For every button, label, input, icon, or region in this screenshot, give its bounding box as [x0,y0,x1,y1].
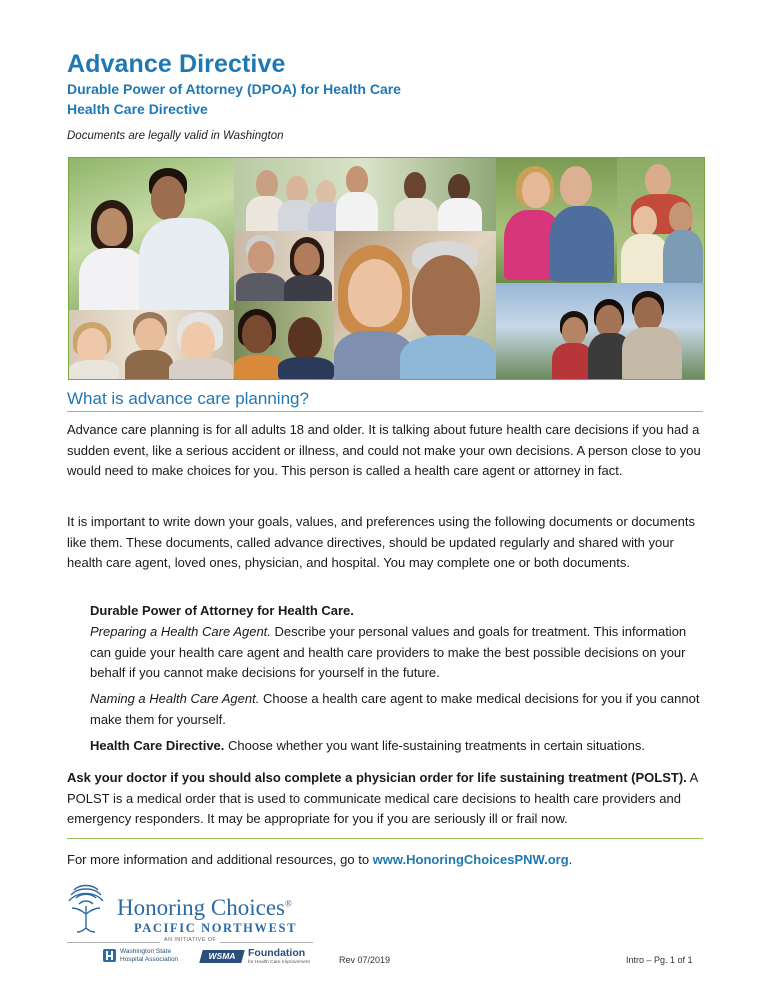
document-subtitle-hcd: Health Care Directive [67,101,208,117]
photo-older-women [69,310,234,379]
initiative-label: AN INITIATIVE OF [160,937,220,943]
preparing-agent-item [90,622,702,684]
logo-name-text: Honoring Choices [117,895,286,920]
paragraph-intro: Advance care planning is for all adults 18 and older. It is talking about future health care decisions if you had a sudden event, like a serious accident or illness, and could not make your own decisions. A person close to you would need to make choices for you. This person is called a health care agent or attorney in fact. [67,422,701,478]
photo-couple-bikes [496,158,617,283]
section-heading: What is advance care planning? [67,389,309,408]
foundation-name: Foundation [248,947,306,959]
section-divider [67,411,703,412]
wsha-line2: Hospital Association [120,955,179,963]
photo-smiling-couple [334,231,496,379]
page-number: Intro – Pg. 1 of 1 [626,955,693,965]
photo-group-elders [234,158,496,231]
footer-divider [67,838,703,839]
document-subtitle-dpoa: Durable Power of Attorney (DPOA) for Health Care [67,81,401,97]
wsma-logo-text: WSMA [208,951,236,961]
photo-smiling-pair [234,301,334,379]
honoring-choices-tree-icon [66,882,106,934]
polst-paragraph [67,768,703,830]
health-care-directive-item [90,736,702,757]
preparing-agent-text: Describe your personal values and goals for treatment. This information can guide your health care agent and health care providers to make the best possible decisions on your behalf if you cannot make decisions for yourself in the future. [90,624,687,680]
wsha-line1: Washington State [120,948,172,955]
photo-family-outdoors [617,158,704,283]
more-info-end: . [568,852,573,867]
polst-text: A POLST is a medical order that is used to communicate medical care decisions to health care providers and emergency responders. It may be appropriate for you if you are seriously ill or frail now. [67,770,698,826]
hcd-text: Choose whether you want life-sustaining treatments in certain situations. [224,738,645,753]
photo-two-portraits [234,231,334,301]
preparing-agent-lead: Preparing a Health Care Agent. [90,624,271,639]
wsma-logo-badge [199,950,244,963]
hcd-lead: Health Care Directive. [90,738,225,753]
photo-family-blanket [496,283,704,379]
validity-note: Documents are legally valid in Washington [67,130,284,142]
naming-agent-item [90,689,702,730]
photo-couple-outdoors [69,158,234,310]
wsha-logo-icon [103,949,116,962]
more-info-text: For more information and additional resources, go to [67,852,373,867]
revision-date: Rev 07/2019 [339,955,391,965]
logo-registered: ® [285,898,292,909]
polst-lead: Ask your doctor if you should also complete a physician order for life sustaining treatment (POLST). [67,770,687,785]
naming-agent-lead: Naming a Health Care Agent. [90,691,260,706]
more-info-line [67,850,703,871]
photo-collage [68,157,705,380]
logo-region: PACIFIC NORTHWEST [134,921,298,935]
foundation-subtitle: for Health Care Improvement [248,960,310,965]
dpoa-heading: Durable Power of Attorney for Health Care. [90,603,354,618]
wsha-name [120,948,178,963]
website-link[interactable]: www.HonoringChoicesPNW.org [372,852,569,867]
logo-name [117,895,292,921]
naming-agent-text: Choose a health care agent to make medical decisions for you if you cannot make them for yourself. [90,691,700,727]
paragraph-documents: It is important to write down your goals, values, and preferences using the following documents or documents like them. These documents, called advance directives, should be updated regularly and shared with your health care agent, loved ones, physician, and hospital. You may complete one or both documents. [67,514,695,570]
document-title: Advance Directive [67,50,286,78]
